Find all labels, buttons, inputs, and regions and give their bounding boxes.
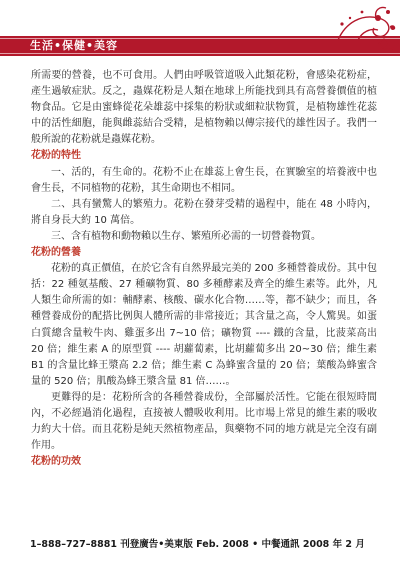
page-footer: 1–888–727–8881 刊登廣告•美東版 Feb. 2008 • 中餐通訊 2008 年 2 月	[30, 539, 365, 550]
article-body	[31, 68, 377, 470]
article-paragraph: 一、活的，有生命的。花粉不止在雄蕊上會生長，在實驗室的培養液中也會生長，不同植物的花粉，其生命期也不相同。	[31, 166, 377, 194]
article-paragraph: 花粉的真正價值，在於它含有自然界最完美的 200 多種營養成份。其中包括：22 種氨基酸、27 種礦物質、80 多種酵素及齊全的維生素等。此外，凡人類生命所需的如：輔酵素、核酸、碳水化合物……等，都不缺少；而且，各種營養成份的配搭比例與人體所需的非常接近；其含量之高，令人驚異。如蛋白質總含量較牛肉、雞蛋多出 7~10 倍；礦物質 ---- 鐵的含量，比菠菜高出 20 倍；維生素 A 的原型質 ---- 胡蘿蔔素，比胡蘿蔔多出 20~30 倍；維生素 B1 的含量比蜂王漿高 2.2 倍；維生素 C 為蜂蜜含量的 20 倍；葉酸為蜂蜜含量的 520 倍；肌酸為蜂王漿含量 81 倍……。	[31, 263, 377, 387]
article-paragraph: 三、含有植物和動物賴以生存、繁殖所必需的一切營養物質。	[51, 230, 321, 242]
subheading-benefits: 花粉的功效	[31, 456, 81, 468]
article-paragraph: 二、具有蠻驚人的繁殖力。花粉在發芽受精的過程中，能在 48 小時內，將自身長大約 10 萬倍。	[31, 198, 377, 226]
floral-ornament-icon	[318, 4, 398, 56]
section-title: 生活•保健•美容	[30, 39, 119, 52]
article-paragraph: 所需要的營養，也不可食用。人們由呼吸管道吸入此類花粉，會感染花粉症，產生過敏症狀。反之，蟲媒花粉是人類在地球上所能找到具有高營養價值的植物食品。它是由蜜蜂從花朵雄蕊中採集的粉狀或細粒狀物質，是植物雄性花蕊中的活性細胞，能與雌蕊結合受精，是植物賴以傳宗接代的雄性因子。我們一般所說的花粉就是蟲媒花粉。	[31, 70, 377, 146]
subheading-properties: 花粉的特性	[31, 150, 81, 162]
subheading-nutrition: 花粉的營養	[31, 247, 81, 259]
article-paragraph: 更難得的是：花粉所含的各種營養成份，全部屬於活性。它能在很短時間內，不必經過消化過程，直接被人體吸收利用。比市場上常見的維生素的吸收力約大十倍。而且花粉是純天然植物產品，與藥物不同的地方就是完全沒有副作用。	[31, 391, 377, 452]
